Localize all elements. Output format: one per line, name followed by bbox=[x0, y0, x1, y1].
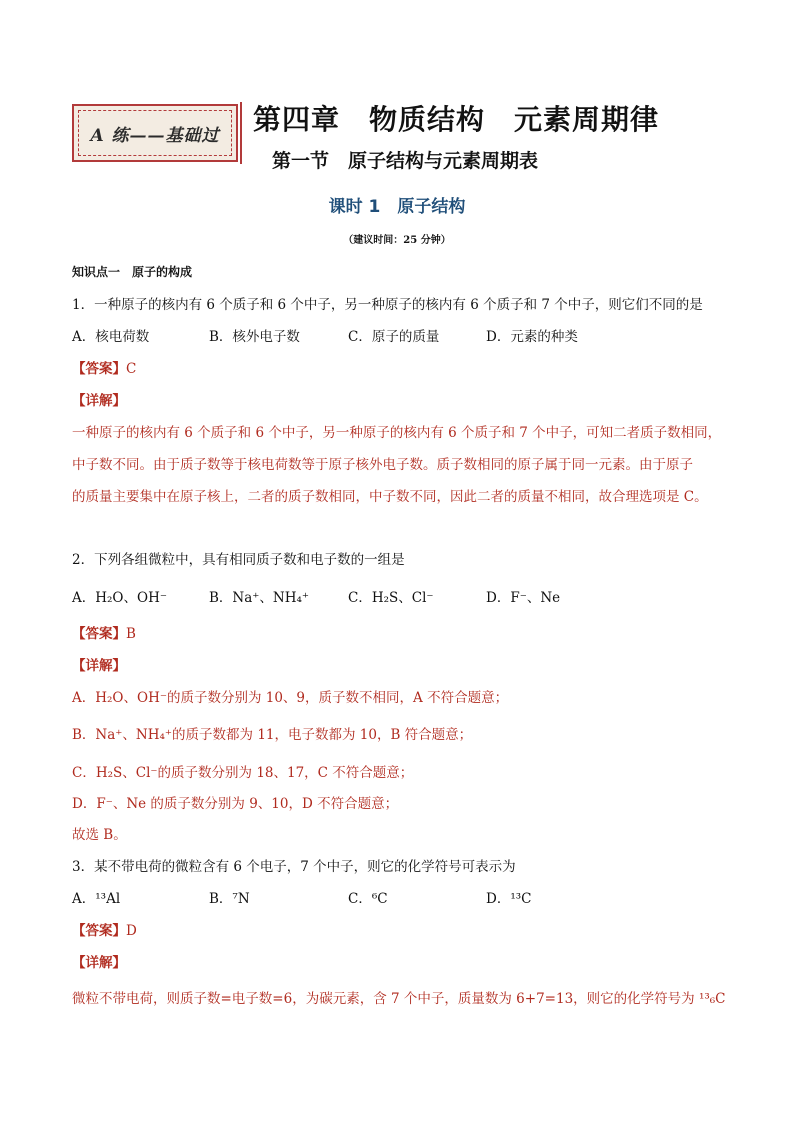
q1-answer-value: C bbox=[126, 361, 137, 377]
suggested-time: （建议时间：25 分钟） bbox=[343, 235, 451, 246]
q1-answer bbox=[72, 357, 136, 377]
q2-explanation-line-3: C．H₂S、Cl⁻的质子数分别为 18、17，C 不符合题意； bbox=[72, 765, 414, 781]
q3-option-d: D．¹³C bbox=[486, 891, 532, 907]
q1-options bbox=[72, 325, 722, 345]
answer-label: 【答案】 bbox=[72, 626, 126, 642]
q2-explanation-line-4: D．F⁻、Ne 的质子数分别为 9、10，D 不符合题意； bbox=[72, 796, 399, 812]
q1-explanation-line-3: 的质量主要集中在原子核上，二者的质子数相同，中子数不同，因此二者的质量不相同，故合理选项是 C。 bbox=[72, 489, 708, 505]
q2-options bbox=[72, 586, 722, 606]
q1-stem: 1．一种原子的核内有 6 个质子和 6 个中子，另一种原子的核内有 6 个质子和 7 个中子，则它们不同的是 bbox=[72, 297, 703, 313]
badge-label: A 练——基础过 bbox=[78, 110, 232, 156]
q1-detail-label: 【详解】 bbox=[72, 393, 126, 409]
q2-detail-label: 【详解】 bbox=[72, 658, 126, 674]
q3-answer-value: D bbox=[126, 923, 137, 939]
section-title: 第一节 原子结构与元素周期表 bbox=[272, 150, 539, 172]
q2-explanation-line-2: B．Na⁺、NH₄⁺的质子数都为 11，电子数都为 10，B 符合题意； bbox=[72, 727, 473, 743]
q2-option-d: D．F⁻、Ne bbox=[486, 590, 561, 606]
q2-option-b: B．Na⁺、NH₄⁺ bbox=[209, 590, 310, 606]
q3-option-c: C．⁶C bbox=[348, 891, 388, 907]
section-badge bbox=[72, 104, 238, 162]
title-divider bbox=[240, 102, 242, 164]
q2-option-c: C．H₂S、Cl⁻ bbox=[348, 590, 434, 606]
chapter-title: 第四章 物质结构 元素周期律 bbox=[253, 103, 660, 136]
answer-label: 【答案】 bbox=[72, 361, 126, 377]
q1-option-d: D．元素的种类 bbox=[486, 329, 578, 345]
answer-label: 【答案】 bbox=[72, 923, 126, 939]
q3-option-a: A．¹³Al bbox=[72, 891, 121, 907]
q3-option-b: B．⁷N bbox=[209, 891, 250, 907]
q3-answer bbox=[72, 919, 137, 939]
q3-detail-label: 【详解】 bbox=[72, 955, 126, 971]
q2-stem: 2．下列各组微粒中，具有相同质子数和电子数的一组是 bbox=[72, 552, 405, 568]
q2-answer bbox=[72, 622, 136, 642]
q3-stem: 3．某不带电荷的微粒含有 6 个电子，7 个中子，则它的化学符号可表示为 bbox=[72, 859, 516, 875]
knowledge-point: 知识点一 原子的构成 bbox=[72, 265, 193, 279]
q3-options bbox=[72, 887, 722, 907]
q1-option-a: A．核电荷数 bbox=[72, 329, 150, 345]
q1-option-b: B．核外电子数 bbox=[209, 329, 300, 345]
q2-option-a: A．H₂O、OH⁻ bbox=[72, 590, 167, 606]
q1-option-c: C．原子的质量 bbox=[348, 329, 440, 345]
q1-explanation-line-2: 中子数不同。由于质子数等于核电荷数等于原子核外电子数。质子数相同的原子属于同一元素。由于原子 bbox=[72, 457, 693, 473]
q1-explanation-line-1: 一种原子的核内有 6 个质子和 6 个中子，另一种原子的核内有 6 个质子和 7 个中子，可知二者质子数相同， bbox=[72, 425, 722, 441]
q2-explanation-line-5: 故选 B。 bbox=[72, 827, 127, 843]
q3-explanation: 微粒不带电荷，则质子数=电子数=6，为碳元素，含 7 个中子，质量数为 6+7=13，则它的化学符号为 ¹³₆C bbox=[72, 991, 726, 1007]
q2-explanation-line-1: A．H₂O、OH⁻的质子数分别为 10、9，质子数不相同，A 不符合题意； bbox=[72, 690, 509, 706]
lesson-title: 课时 1 原子结构 bbox=[328, 197, 466, 217]
q2-answer-value: B bbox=[126, 626, 136, 642]
